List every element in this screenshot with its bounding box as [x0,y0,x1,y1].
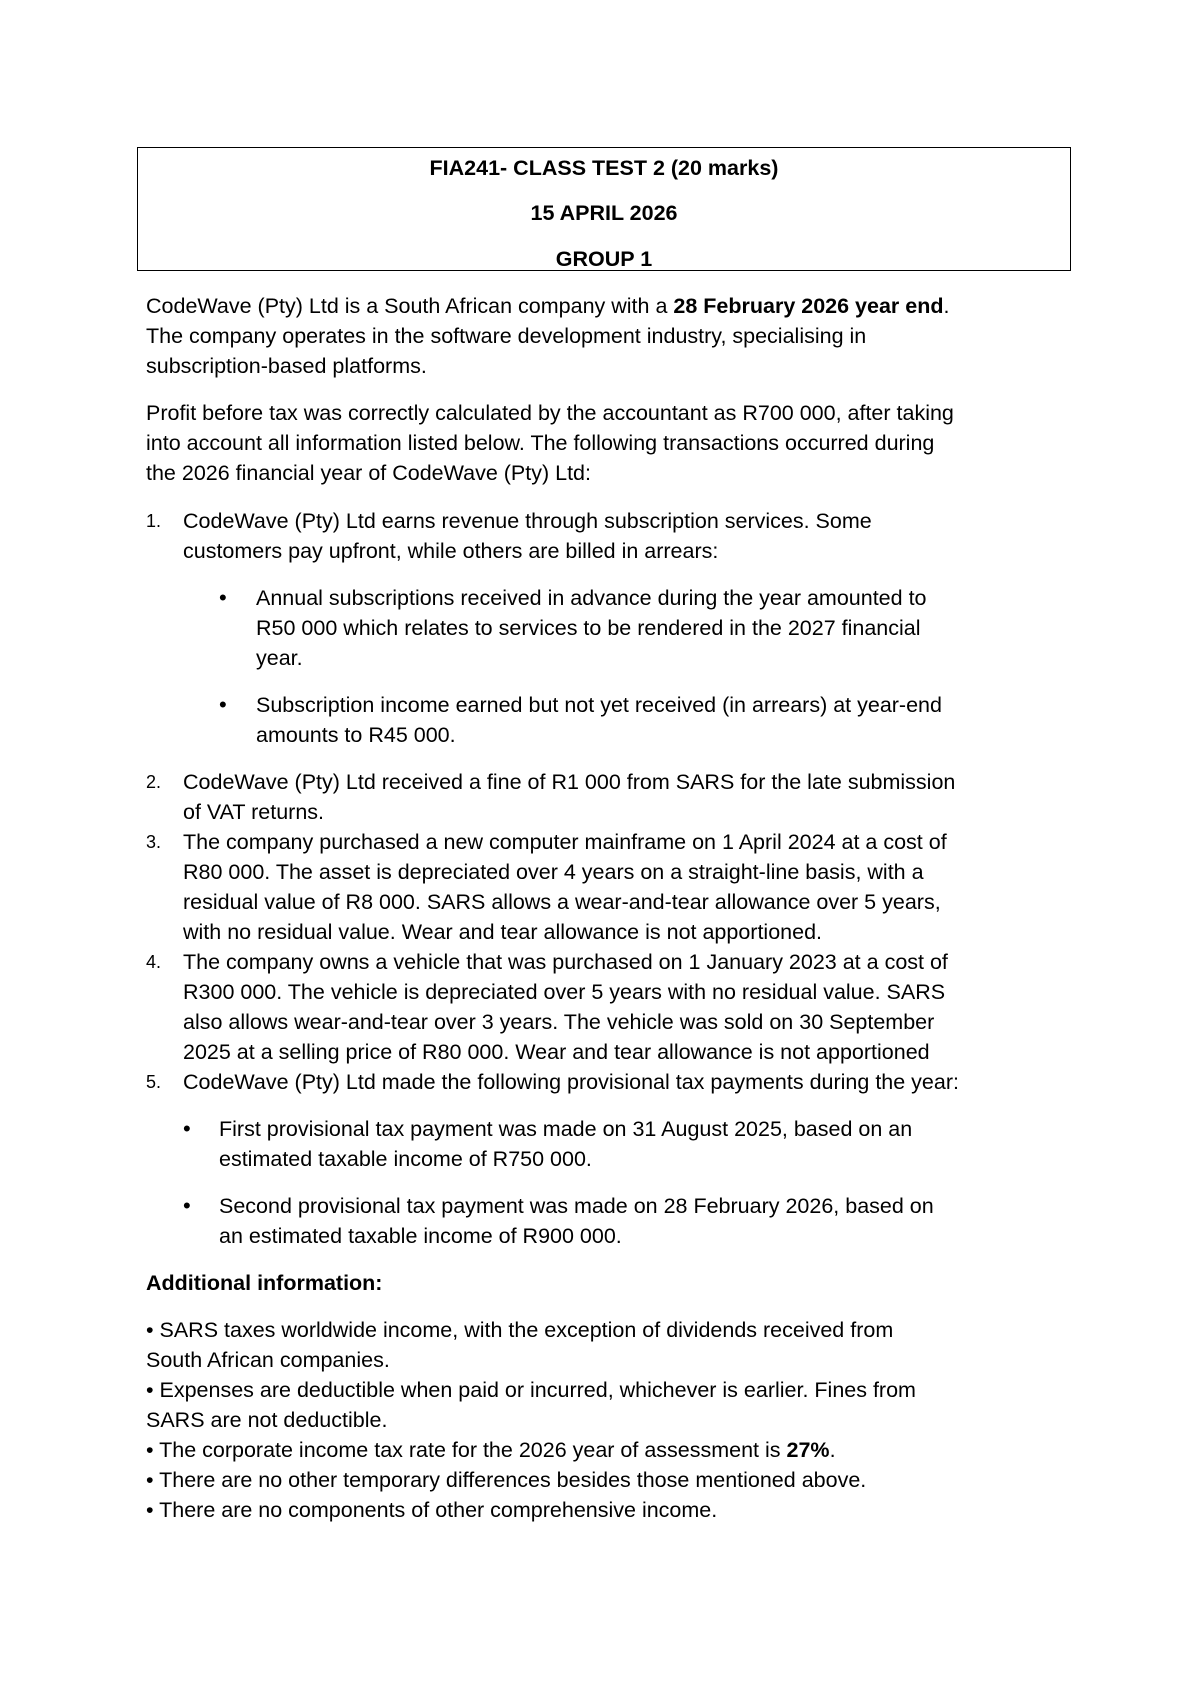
item-5-bullet-2-line-1: Second provisional tax payment was made on 28 February 2026, based on [219,1194,934,1218]
intro-line-1 [146,291,949,321]
test-title: FIA241- CLASS TEST 2 (20 marks) [429,156,779,180]
additional-1-line-1: • SARS taxes worldwide income, with the exception of dividends received from [146,1318,894,1342]
item-number-5: 5. [146,1072,162,1092]
item-number-1: 1. [146,511,162,531]
bullet-icon: • [219,692,227,717]
additional-2-line-2: SARS are not deductible. [146,1408,388,1432]
item-5-bullet-1-line-2: estimated taxable income of R750 000. [219,1147,592,1171]
item-number-3: 3. [146,832,162,852]
bullet-icon: • [219,585,227,610]
additional-info-heading: Additional information: [146,1271,383,1295]
additional-4-line: • There are no other temporary differences besides those mentioned above. [146,1468,867,1492]
item-1-bullet-1-line-1: Annual subscriptions received in advance during the year amounted to [256,586,927,610]
test-date: 15 APRIL 2026 [530,201,678,225]
additional-5-line: • There are no components of other comprehensive income. [146,1498,718,1522]
tax-rate-bold: 27% [786,1438,830,1462]
item-2-line-1: CodeWave (Pty) Ltd received a fine of R1 000 from SARS for the late submission [183,770,956,794]
additional-2-line-1: • Expenses are deductible when paid or incurred, whichever is earlier. Fines from [146,1378,916,1402]
tax-rate-text: • The corporate income tax rate for the 2026 year of assessment is [146,1438,787,1462]
tax-rate-period: . [829,1438,836,1462]
item-3-line-3: residual value of R8 000. SARS allows a wear-and-tear allowance over 5 years, [183,890,941,914]
item-4-line-4: 2025 at a selling price of R80 000. Wear and tear allowance is not apportioned [183,1040,930,1064]
additional-3-line [146,1435,836,1465]
item-1-bullet-1-line-2: R50 000 which relates to services to be rendered in the 2027 financial [256,616,921,640]
item-5-bullet-1-line-1: First provisional tax payment was made on 31 August 2025, based on an [219,1117,913,1141]
header-box [137,147,1071,271]
item-4-line-2: R300 000. The vehicle is depreciated over 5 years with no residual value. SARS [183,980,946,1004]
para2-line-3: the 2026 financial year of CodeWave (Pty) Ltd: [146,461,591,485]
item-3-line-1: The company purchased a new computer mainframe on 1 April 2024 at a cost of [183,830,947,854]
intro-period: . [943,294,950,318]
intro-text: CodeWave (Pty) Ltd is a South African company with a [146,294,674,318]
item-number-4: 4. [146,952,162,972]
additional-1-line-2: South African companies. [146,1348,390,1372]
item-3-line-4: with no residual value. Wear and tear allowance is not apportioned. [183,920,823,944]
test-group: GROUP 1 [555,247,653,271]
item-1-bullet-1-line-3: year. [256,646,303,670]
para2-line-2: into account all information listed below. The following transactions occurred during [146,431,935,455]
item-5-bullet-2-line-2: an estimated taxable income of R900 000. [219,1224,622,1248]
intro-line-3: subscription-based platforms. [146,354,427,378]
item-1-line-2: customers pay upfront, while others are billed in arrears: [183,539,719,563]
bullet-icon: • [183,1116,191,1141]
item-4-line-3: also allows wear-and-tear over 3 years. The vehicle was sold on 30 September [183,1010,935,1034]
item-2-line-2: of VAT returns. [183,800,324,824]
item-1-bullet-2-line-2: amounts to R45 000. [256,723,456,747]
item-4-line-1: The company owns a vehicle that was purchased on 1 January 2023 at a cost of [183,950,948,974]
para2-line-1: Profit before tax was correctly calculated by the accountant as R700 000, after taking [146,401,954,425]
item-5-line-1: CodeWave (Pty) Ltd made the following provisional tax payments during the year: [183,1070,959,1094]
item-number-2: 2. [146,772,162,792]
bullet-icon: • [183,1193,191,1218]
year-end-bold: 28 February 2026 year end [673,294,944,318]
item-1-bullet-2-line-1: Subscription income earned but not yet received (in arrears) at year-end [256,693,942,717]
item-3-line-2: R80 000. The asset is depreciated over 4 years on a straight-line basis, with a [183,860,924,884]
intro-line-2: The company operates in the software development industry, specialising in [146,324,867,348]
item-1-line-1: CodeWave (Pty) Ltd earns revenue through subscription services. Some [183,509,872,533]
